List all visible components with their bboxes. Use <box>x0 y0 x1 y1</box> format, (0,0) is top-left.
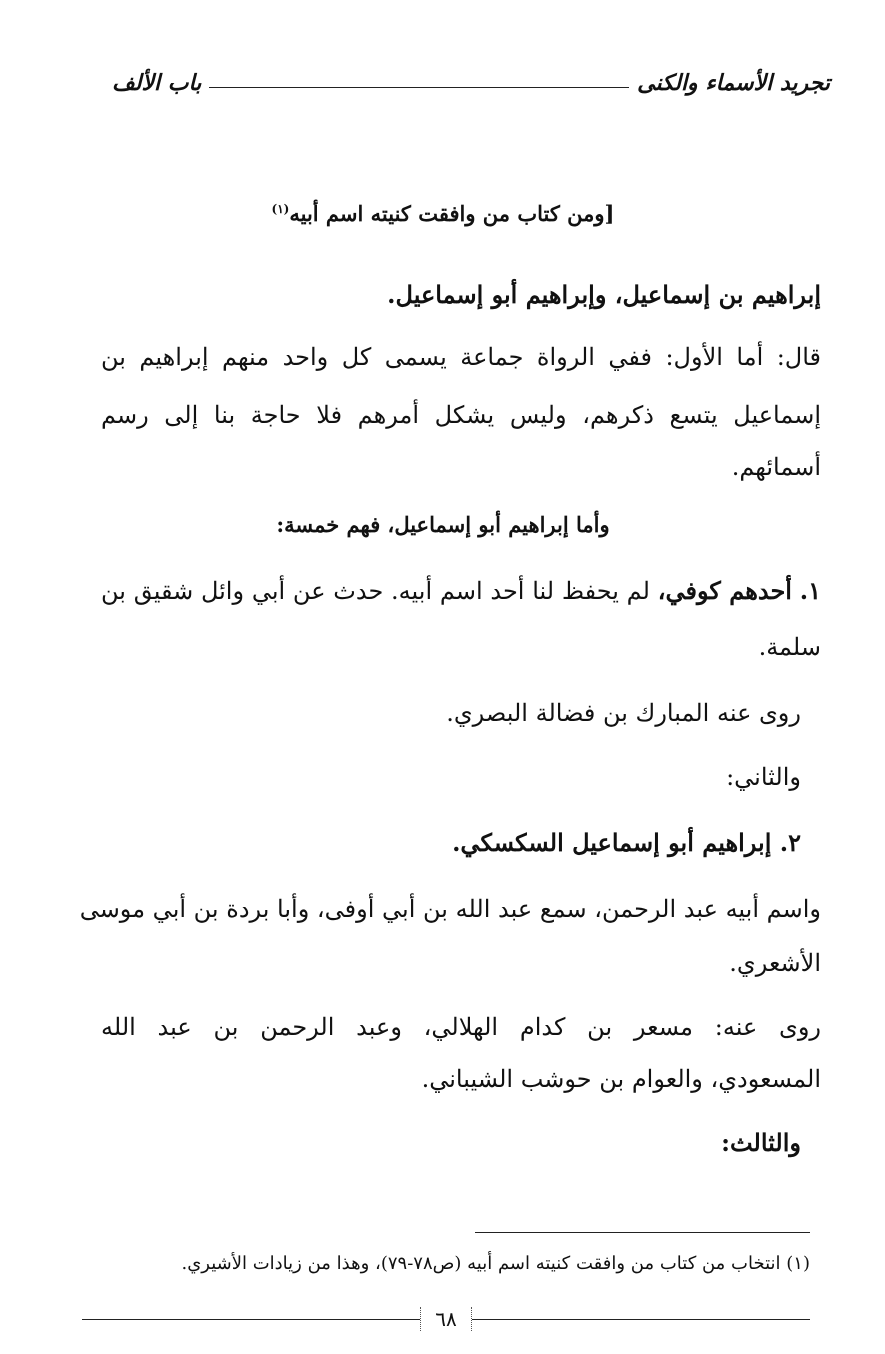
item2-line-2: الأشعري. <box>729 949 821 977</box>
footnote-rule <box>475 1232 810 1233</box>
intro-line-3: أسمائهم. <box>731 453 821 481</box>
footnote-reference: (١) <box>271 202 290 216</box>
item2-heading: ٢. إبراهيم أبو إسماعيل السكسكي. <box>452 828 801 857</box>
subheading: وأما إبراهيم أبو إسماعيل، فهم خمسة: <box>276 512 610 537</box>
item1-line-2: سلمة. <box>758 633 821 661</box>
intro-line-2: إسماعيل يتسع ذكرهم، وليس يشكل أمرهم فلا حاجة بنا إلى رسم <box>101 401 821 429</box>
intro-line-1: قال: أما الأول: ففي الرواة جماعة يسمى كل واحد منهم إبراهيم بن <box>101 343 821 371</box>
section-title-text: [ومن كتاب من وافقت كنيته اسم أبيه <box>289 201 615 226</box>
item2-narrators-line-1: روى عنه: مسعر بن كدام الهلالي، وعبد الرحمن بن عبد الله <box>101 1013 821 1041</box>
header-rule <box>209 87 629 88</box>
item1-name: أحدهم كوفي، <box>657 576 792 605</box>
chapter-title: باب الألف <box>112 70 202 96</box>
item1-narrators: روى عنه المبارك بن فضالة البصري. <box>446 699 801 727</box>
item2-narrators-line-2: المسعودي، والعوام بن حوشب الشيباني. <box>421 1065 821 1093</box>
section-title <box>83 192 803 231</box>
page-footer <box>82 1304 810 1334</box>
third-label: والثالث: <box>721 1128 801 1157</box>
page-number: ٦٨ <box>420 1307 471 1331</box>
item1-line-1 <box>101 574 821 608</box>
item2-line-1: واسم أبيه عبد الرحمن، سمع عبد الله بن أبي أوفى، وأبا بردة بن أبي موسى <box>79 895 821 923</box>
footer-rule-left <box>472 1319 810 1320</box>
footnote: (١) انتخاب من كتاب من وافقت كنيته اسم أبيه (ص٧٨-٧٩)، وهذا من زيادات الأشيري. <box>181 1253 810 1274</box>
second-label: والثاني: <box>726 763 801 791</box>
entry-heading: إبراهيم بن إسماعيل، وإبراهيم أبو إسماعيل. <box>387 280 821 309</box>
book-title: تجريد الأسماء والكنى <box>637 70 830 96</box>
footer-rule-right <box>82 1319 420 1320</box>
item1-number: ١. <box>799 576 821 605</box>
item1-rest: لم يحفظ لنا أحد اسم أبيه. حدث عن أبي وائل شقيق بن <box>101 577 650 605</box>
running-header <box>112 66 830 100</box>
